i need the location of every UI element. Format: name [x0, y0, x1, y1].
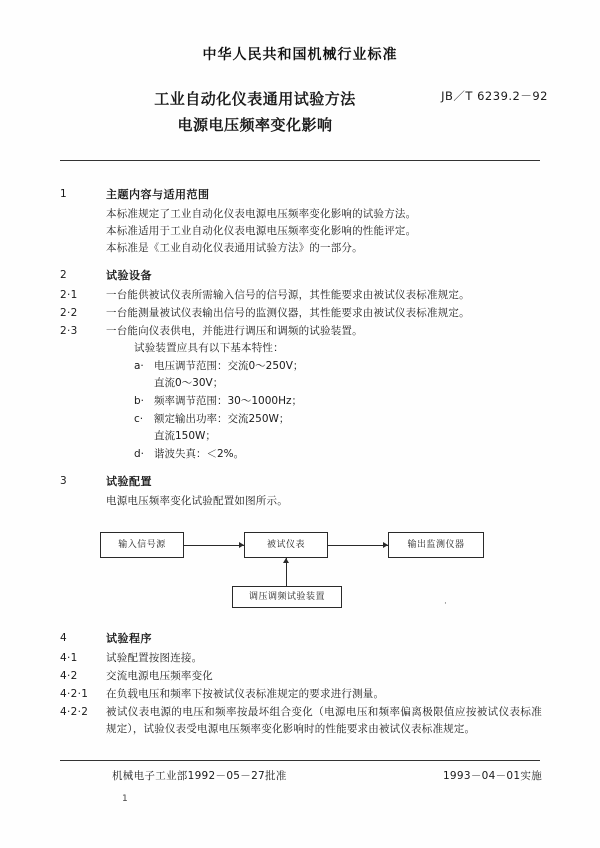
spec-item-a-label: a· [134, 360, 144, 372]
section-4-number: 4 [60, 632, 67, 644]
clause-4-2-1-text: 在负载电压和频率下按被试仪表标准规定的要求进行测量。 [106, 688, 385, 700]
spec-item-c-label: c· [134, 413, 144, 425]
section-4-heading [60, 630, 542, 647]
clause-4-2-2-number: 4·2·2 [60, 706, 89, 718]
diagram-box-power-supply: 调压调频试验装置 [232, 586, 342, 608]
spec-item-a-line-1: 电压调节范围：交流0～250V； [154, 360, 304, 372]
clause-2-2-text: 一台能测量被试仪表输出信号的监测仪器，其性能要求由被试仪表标准规定。 [106, 307, 470, 319]
clause-2-1-text: 一台能供被试仪表所需输入信号的信号源，其性能要求由被试仪表标准规定。 [106, 289, 470, 301]
section-3-paragraph-1: 电源电压频率变化试验配置如图所示。 [106, 495, 288, 507]
clause-2-2-number: 2·2 [60, 307, 78, 319]
section-3 [60, 473, 542, 620]
footer-issuer: 机械电子工业部1992－05－27批准 [112, 770, 287, 782]
footer-effective-date: 1993－04－01实施 [442, 770, 542, 782]
page-number: 1 [122, 794, 128, 804]
clause-4-2-2-text: 被试仪表电源的电压和频率按最坏组合变化（电源电压和频率偏离极限值应按被试仪表标准规定），试验仪表受电源电压频率变化影响时的性能要求由被试仪表标准规定。 [106, 706, 542, 735]
title-line-2: 电源电压频率变化影响 [177, 116, 333, 134]
clause-2-3-text: 一台能向仪表供电，并能进行调压和调频的试验装置。 [106, 325, 363, 337]
section-1 [60, 186, 542, 257]
clause-4-2 [60, 668, 542, 685]
section-2-number: 2 [60, 269, 67, 281]
section-4-title: 试验程序 [106, 632, 152, 645]
section-4 [60, 630, 542, 738]
diagram-box-monitor: 输出监测仪器 [388, 532, 484, 558]
clause-2-2 [60, 305, 542, 322]
spec-item-a [134, 358, 542, 375]
section-3-heading [60, 473, 542, 490]
title-line-1: 工业自动化仪表通用试验方法 [154, 90, 356, 108]
arrow-right-icon [383, 542, 388, 548]
document-header [60, 44, 548, 138]
footer-divider [60, 760, 540, 761]
section-2-title: 试验设备 [106, 269, 152, 282]
diagram-connector-dut-to-monitor [328, 545, 388, 546]
spec-item-d-line-1: 谐波失真：＜2%。 [154, 448, 245, 460]
diagram-scan-artifact: · [444, 599, 447, 609]
spec-item-c-line-2: 直流150W； [154, 430, 216, 442]
arrow-right-icon [239, 542, 244, 548]
header-divider [60, 160, 540, 161]
clause-4-2-2 [60, 704, 542, 738]
spec-item-c-line-1: 额定输出功率：交流250W； [154, 413, 290, 425]
spec-item-d-label: d· [134, 448, 145, 460]
title-row [60, 86, 548, 138]
spec-item-c [134, 411, 542, 428]
clause-4-2-number: 4·2 [60, 670, 78, 682]
clause-2-3-number: 2·3 [60, 325, 78, 337]
standard-code: JB／T 6239.2－92 [441, 89, 548, 103]
spec-item-b-label: b· [134, 395, 145, 407]
clause-4-2-text: 交流电源电压频率变化 [106, 670, 213, 682]
spec-item-b-line-1: 频率调节范围：30～1000Hz； [154, 395, 302, 407]
section-2 [60, 267, 542, 463]
section-1-paragraph-2: 本标准适用于工业自动化仪表电源电压频率变化影响的性能评定。 [106, 225, 417, 237]
section-1-number: 1 [60, 188, 67, 200]
spec-item-b [134, 393, 542, 410]
diagram-box-input-source: 输入信号源 [100, 532, 184, 558]
section-1-heading [60, 186, 542, 203]
clause-4-2-1-number: 4·2·1 [60, 688, 89, 700]
test-configuration-diagram [94, 524, 514, 620]
clause-2-1-number: 2·1 [60, 289, 78, 301]
clause-4-2-1 [60, 686, 542, 703]
standard-organization: 中华人民共和国机械行业标准 [202, 47, 398, 63]
clause-2-3-note: 试验装置应具有以下基本特性： [134, 342, 284, 354]
section-2-heading [60, 267, 542, 284]
document-body [60, 176, 542, 742]
page-title [90, 86, 420, 138]
clause-4-1-text: 试验配置按图连接。 [106, 652, 203, 664]
clause-2-1 [60, 287, 542, 304]
section-1-title: 主题内容与适用范围 [106, 188, 210, 201]
spec-item-d [134, 446, 542, 463]
clause-4-1-number: 4·1 [60, 652, 78, 664]
clause-2-3 [60, 323, 542, 340]
section-3-title: 试验配置 [106, 475, 152, 488]
section-1-paragraph-3: 本标准是《工业自动化仪表通用试验方法》的一部分。 [106, 242, 363, 254]
clause-4-1 [60, 650, 542, 667]
section-1-paragraph-1: 本标准规定了工业自动化仪表电源电压频率变化影响的试验方法。 [106, 208, 417, 220]
section-3-number: 3 [60, 475, 67, 487]
spec-item-a-line-2: 直流0～30V； [154, 377, 224, 389]
arrow-up-icon [283, 558, 289, 563]
diagram-box-device-under-test: 被试仪表 [244, 532, 328, 558]
diagram-connector-input-to-dut [184, 545, 244, 546]
